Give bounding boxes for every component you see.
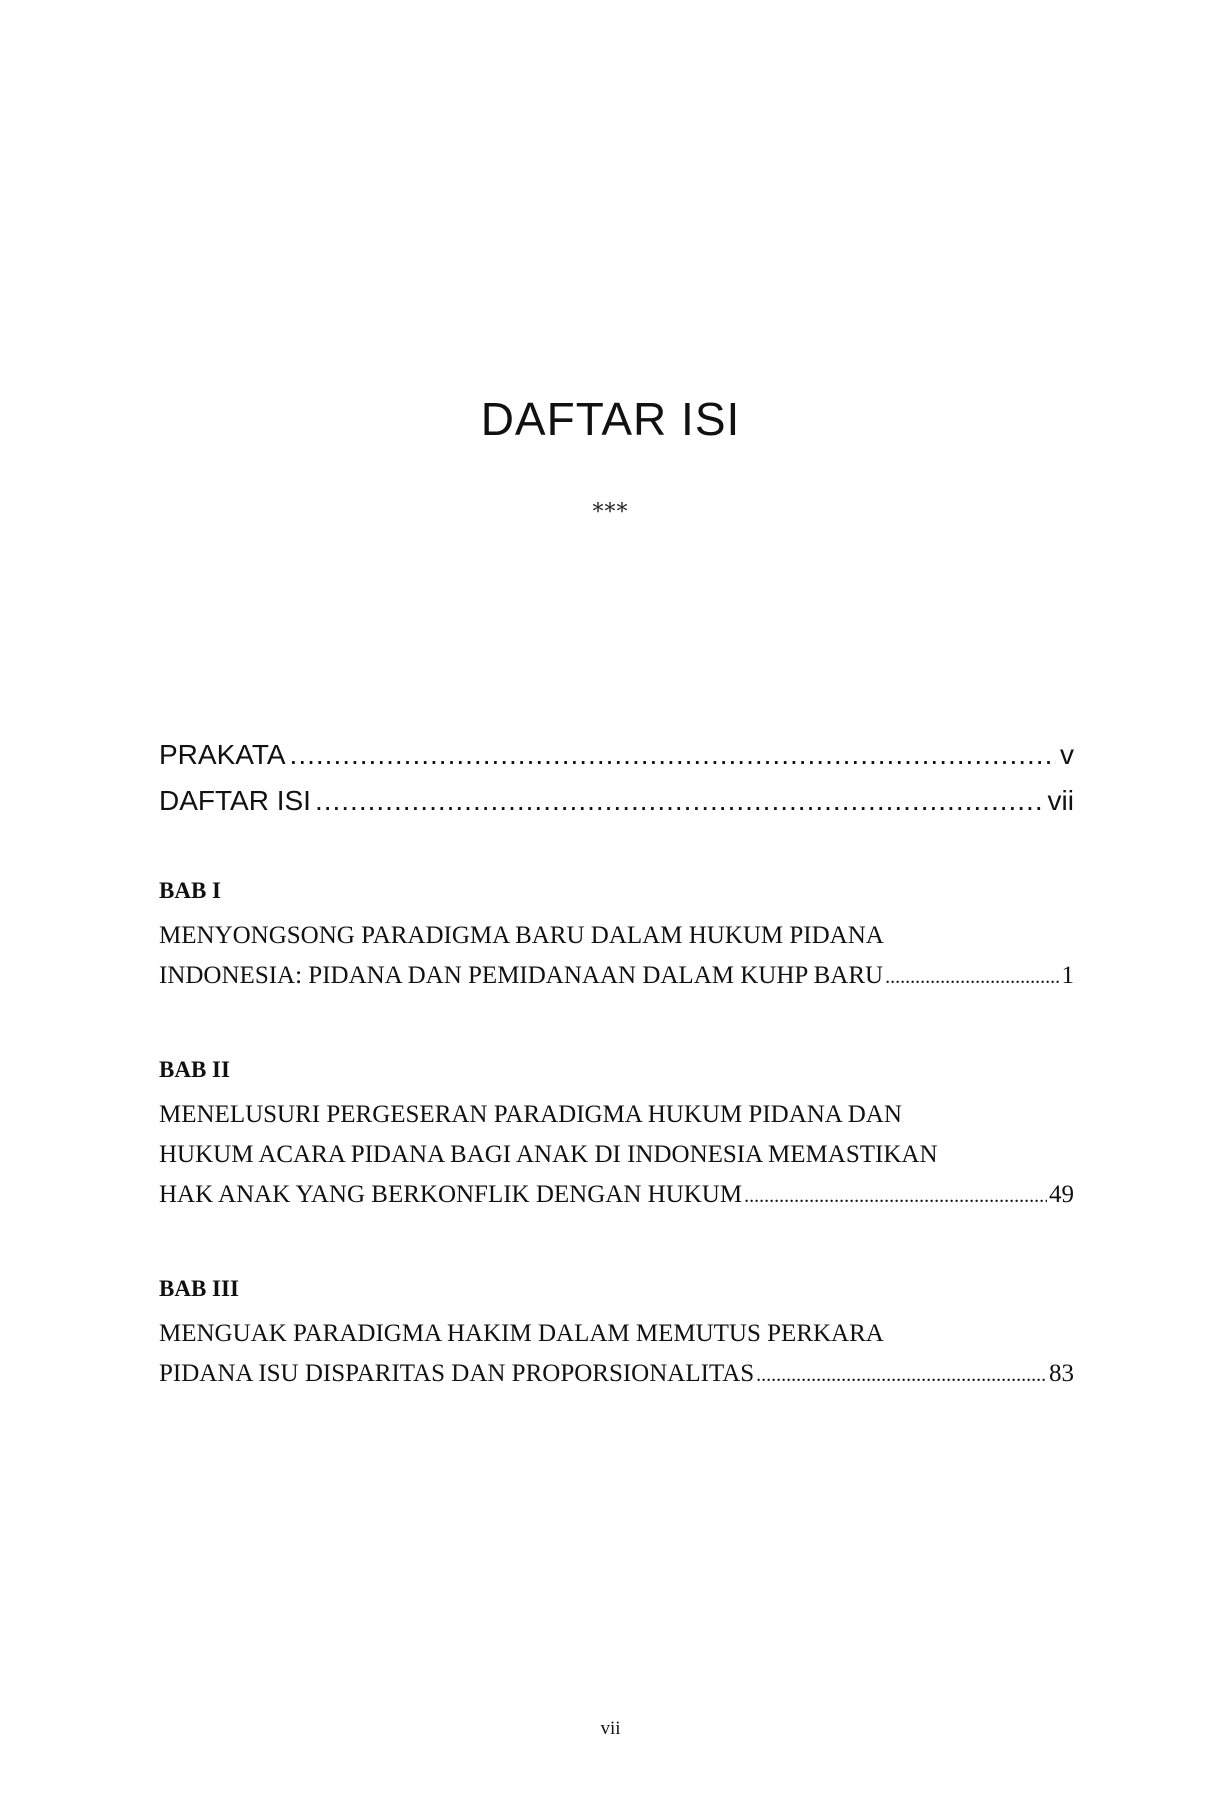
toc-entry-prakata[interactable] <box>159 732 1074 778</box>
chapter-title-line: MENGUAK PARADIGMA HAKIM DALAM MEMUTUS PERKARA <box>159 1320 884 1347</box>
page-number: vii <box>600 1718 621 1739</box>
chapter-title-last-line <box>159 956 1074 997</box>
toc-entry-daftar-isi[interactable] <box>159 778 1074 824</box>
dot-leader <box>315 778 1044 824</box>
dot-leader <box>885 957 1059 997</box>
toc-chapter-bab-i[interactable] <box>159 876 1074 997</box>
chapter-title-line: INDONESIA: PIDANA DAN PEMIDANAAN DALAM KUHP BARU <box>159 962 884 989</box>
chapter-title-line: HAK ANAK YANG BERKONFLIK DENGAN HUKUM <box>159 1181 743 1208</box>
chapter-label: BAB II <box>159 1057 230 1082</box>
page-title: DAFTAR ISI <box>480 393 741 445</box>
chapter-title-line: PIDANA ISU DISPARITAS DAN PROPORSIONALITAS <box>159 1360 755 1387</box>
dot-leader <box>756 1355 1047 1395</box>
dot-leader <box>290 732 1056 778</box>
front-matter-list <box>159 732 1074 824</box>
toc-entry-page: vii <box>1047 785 1074 816</box>
chapter-title-last-line <box>159 1175 1074 1216</box>
chapter-page: 83 <box>1049 1360 1074 1387</box>
chapter-title-last-line <box>159 1354 1074 1395</box>
chapter-label: BAB III <box>159 1276 239 1301</box>
chapter-label: BAB I <box>159 878 221 903</box>
chapter-title-line: MENYONGSONG PARADIGMA BARU DALAM HUKUM PIDANA <box>159 922 884 949</box>
toc-entry-label: PRAKATA <box>159 739 286 770</box>
toc-entry-label: DAFTAR ISI <box>159 785 311 816</box>
ornament-separator: *** <box>592 500 629 525</box>
toc-chapter-bab-ii[interactable] <box>159 1055 1074 1216</box>
chapter-page: 49 <box>1049 1181 1074 1208</box>
dot-leader <box>744 1176 1047 1216</box>
toc-entry-page: v <box>1060 739 1074 770</box>
chapter-title-line: HUKUM ACARA PIDANA BAGI ANAK DI INDONESIA MEMASTIKAN <box>159 1141 938 1168</box>
chapter-title-line: MENELUSURI PERGESERAN PARADIGMA HUKUM PIDANA DAN <box>159 1101 902 1128</box>
chapter-page: 1 <box>1061 962 1074 989</box>
toc-chapter-bab-iii[interactable] <box>159 1274 1074 1395</box>
